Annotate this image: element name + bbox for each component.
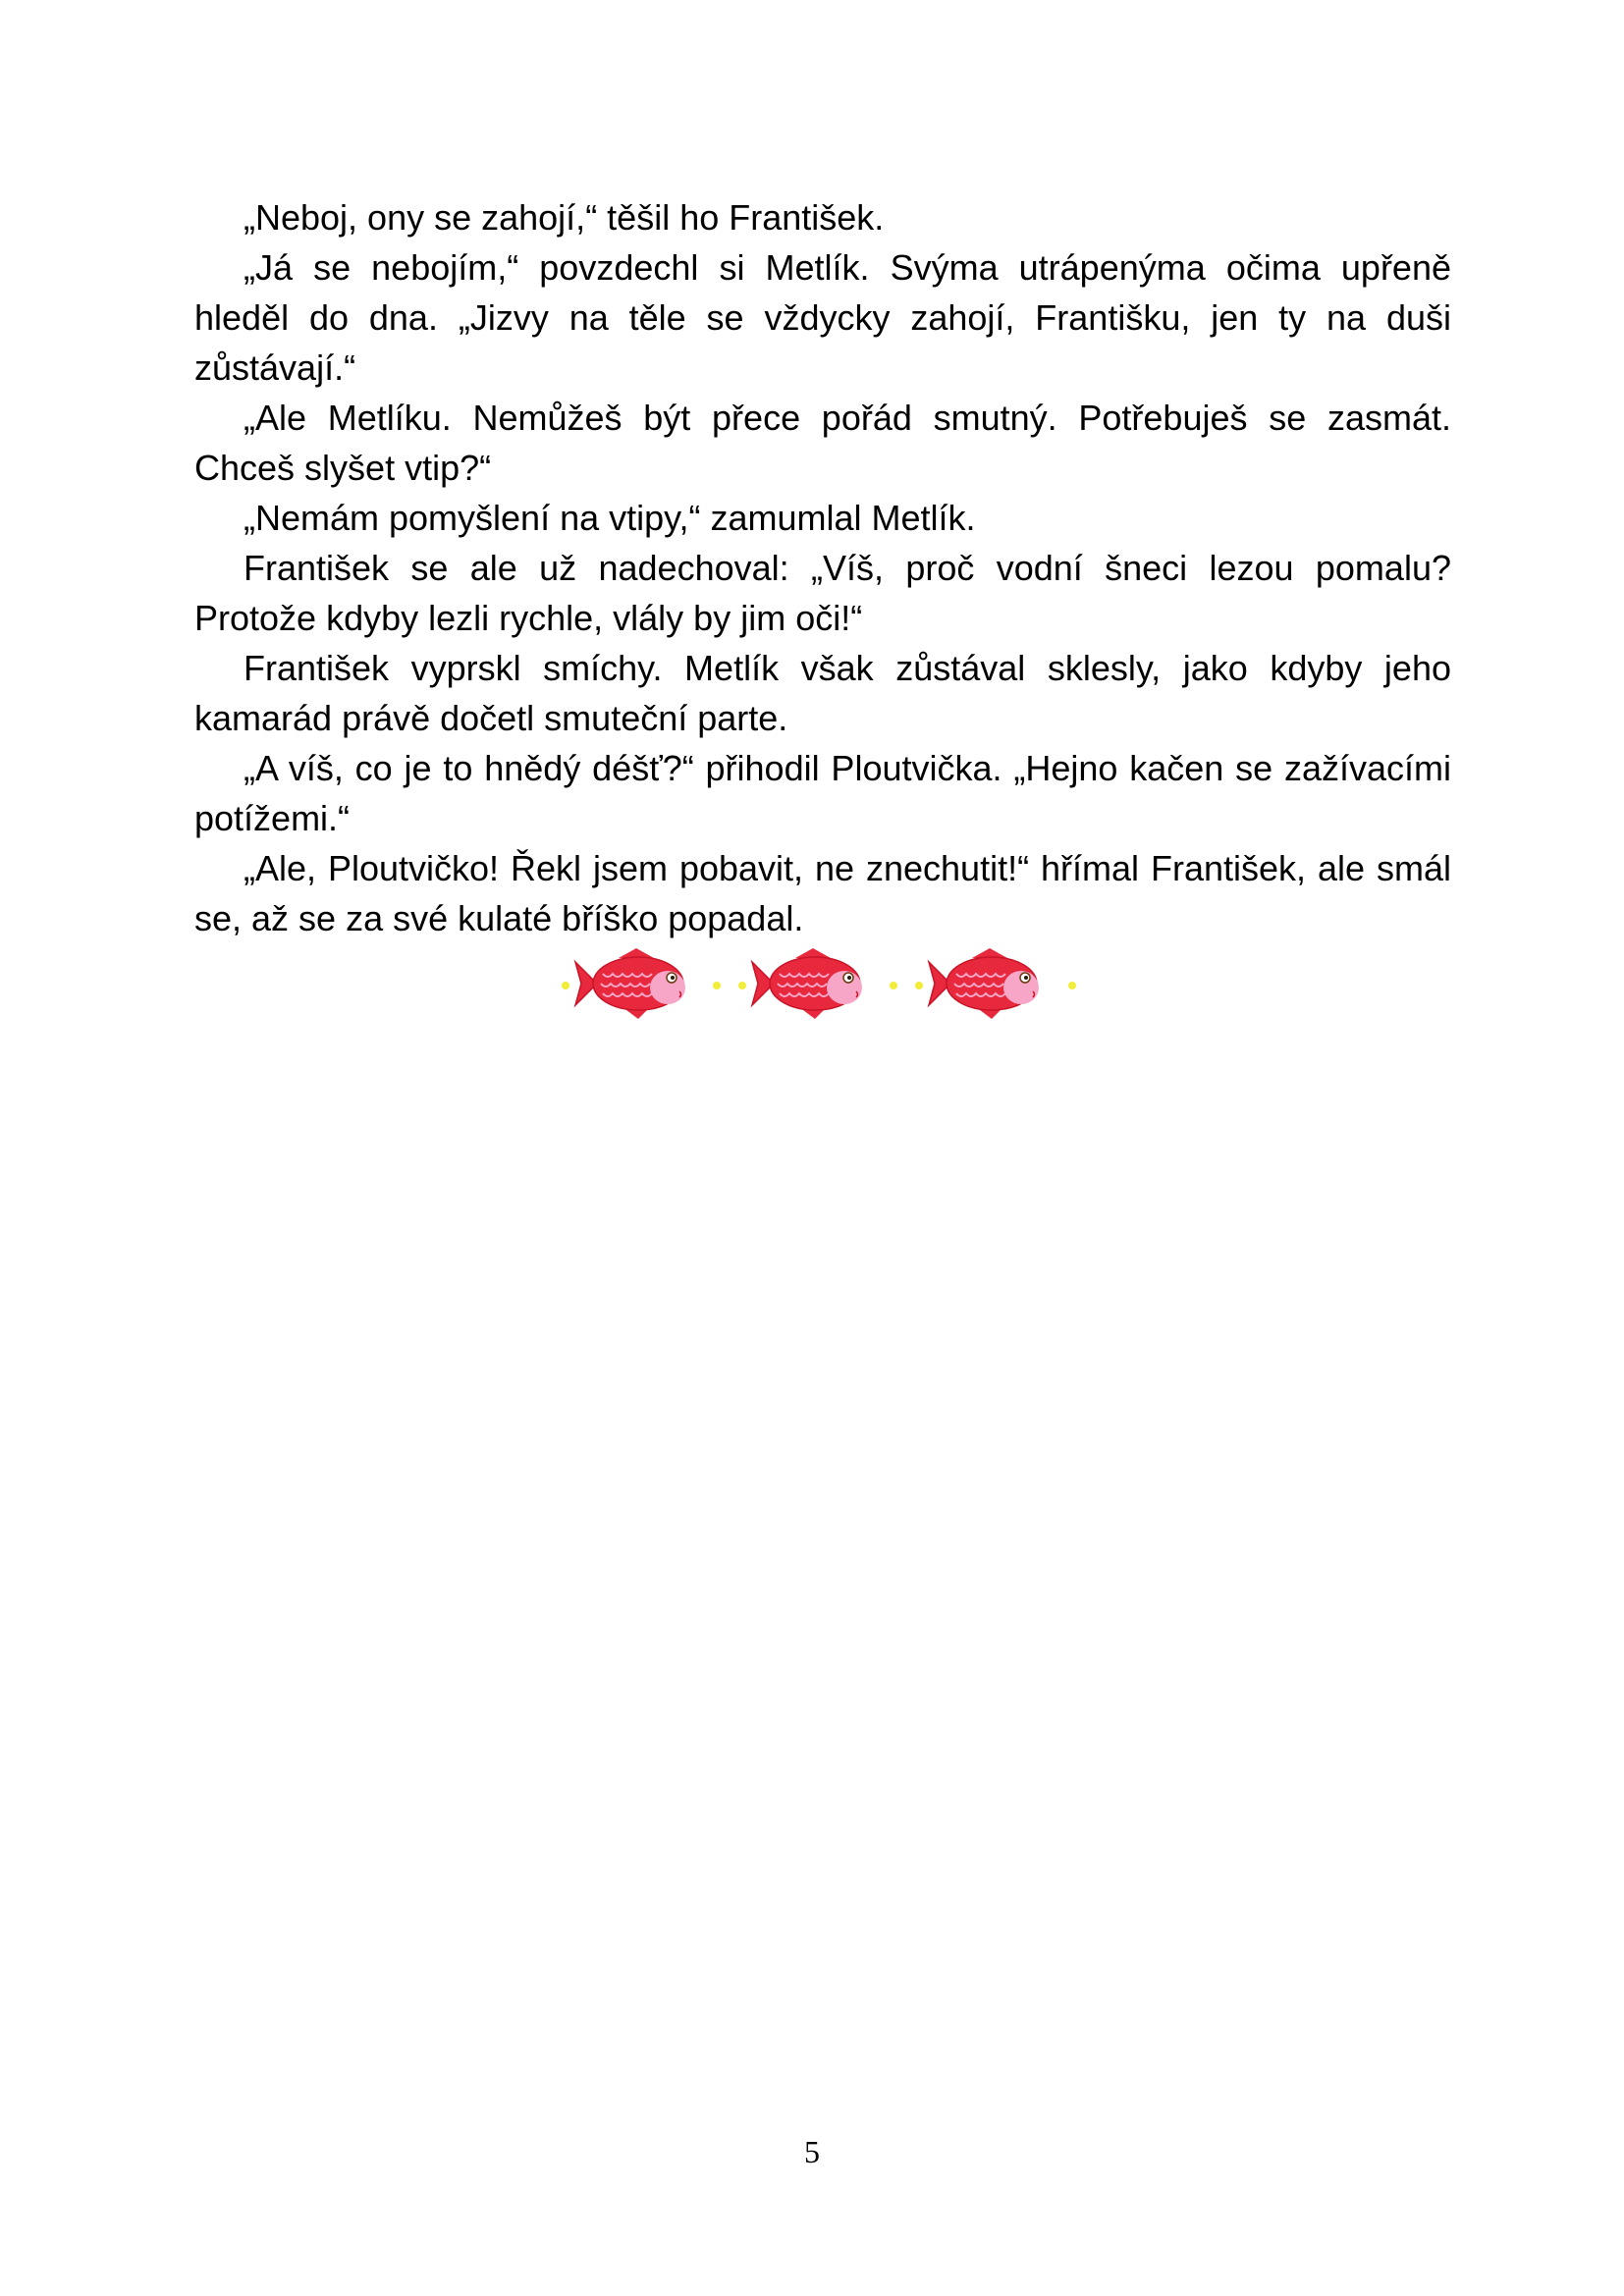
dot-icon <box>713 982 721 989</box>
fish-icon <box>752 948 862 1019</box>
story-text <box>194 192 1451 943</box>
dot-icon <box>562 982 569 989</box>
paragraph: „Ale Metlíku. Nemůžeš být přece pořád smutný. Potřebuješ se zasmát. Chceš slyšet vtip?“ <box>194 398 1451 488</box>
dot-icon <box>915 982 923 989</box>
paragraph: „Já se nebojím,“ povzdechl si Metlík. Svýma utrápenýma očima upřeně hleděl do dna. „Jizvy na těle se vždycky zahojí, Františku, jen ty na duši zůstávají.“ <box>194 247 1451 388</box>
paragraph: František se ale už nadechoval: „Víš, proč vodní šneci lezou pomalu? Protože kdyby lezli rychle, vlály by jim oči!“ <box>194 548 1451 638</box>
page-number: 5 <box>804 2134 820 2169</box>
paragraph: František vyprskl smíchy. Metlík však zůstával sklesly, jako kdyby jeho kamarád právě dočetl smuteční parte. <box>194 648 1451 738</box>
dot-icon <box>1068 982 1076 989</box>
fish-icon <box>929 948 1039 1019</box>
fish-ornament <box>560 944 1080 1023</box>
paragraph: „Ale, Ploutvičko! Řekl jsem pobavit, ne znechutit!“ hřímal František, ale smál se, až se za své kulaté bříško popadal. <box>194 848 1451 938</box>
fish-icon <box>575 948 685 1019</box>
paragraph: „Neboj, ony se zahojí,“ těšil ho František. <box>244 197 885 238</box>
dot-icon <box>738 982 746 989</box>
dot-icon <box>890 982 897 989</box>
paragraph: „Nemám pomyšlení na vtipy,“ zamumlal Metlík. <box>244 498 976 538</box>
paragraph: „A víš, co je to hnědý déšť?“ přihodil Ploutvička. „Hejno kačen se zažívacími potížemi.“ <box>194 748 1451 838</box>
